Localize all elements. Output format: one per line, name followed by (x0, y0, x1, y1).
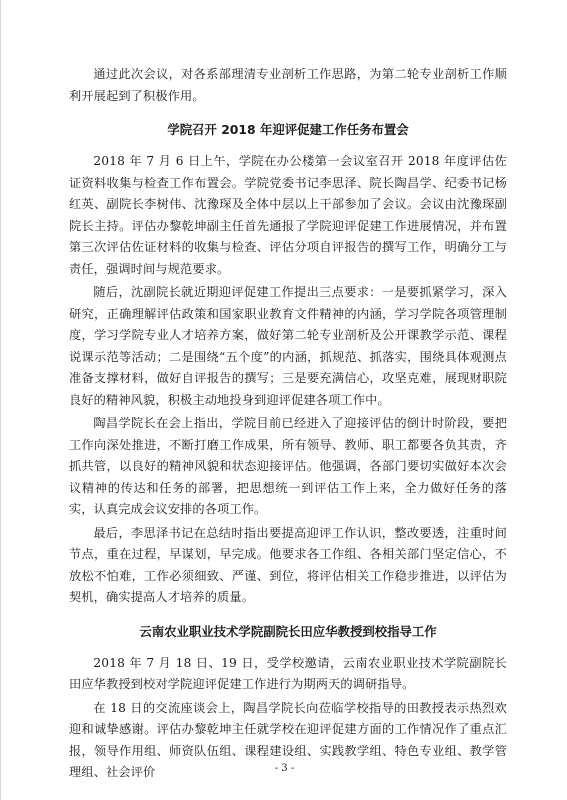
paragraph-president-remarks: 陶昌学院长在会上指出，学院目前已经进入了迎接评估的倒计时阶段，要把工作向深处推进，不断打磨工作成果，所有领导、教师、职工都要各负其责，齐抓共管，以良好的精神风貌和状态迎接评估。他强调，各部门要切实做好本次会议精神的传达和任务的部署，把思想统一到评估工作上来，全力做好任务的落实，认真完成会议安排的各项工作。 (69, 416, 507, 516)
paragraph-three-requirements: 随后，沈副院长就近期迎评促建工作提出三点要求：一是要抓紧学习，深入研究，正确理解评估政策和国家职业教育文件精神的内涵，学习学院各项管理制度，学习学院专业人才培养方案，做好第二轮专业剖析及公开课教学示范、课程说课示范等活动；二是围绕“五个度”的内涵，抓规范、抓落实，围绕具体观测点准备支撑材料，做好自评报告的撰写；三是要充满信心，攻坚克难，展现财职院良好的精神风貌，积极主动地投身到迎评促建各项工作中。 (69, 285, 507, 407)
paragraph-meeting-overview: 2018 年 7 月 6 日上午，学院在办公楼第一会议室召开 2018 年度评估佐证资料收集与检查工作布置会。学院党委书记李思泽、院长陶昌学、纪委书记杨红英、副院长李树伟、沈豫琛及全体中层以上干部参加了会议。会议由沈豫琛副院长主持。评估办黎乾坤副主任首先通报了学院迎评促建工作进展情况，并布置第三次评估佐证材料的收集与检查、评估分项自评报告的撰写工作，明确分工与责任，强调时间与规范要求。 (69, 154, 507, 276)
paragraph-secretary-summary: 最后，李思泽书记在总结时指出要提高迎评工作认识，整改要透，注重时间节点，重在过程，早谋划，早完成。他要求各工作组、各相关部门坚定信心，不放松不怕难，工作必须细致、严谨、到位，将评估相关工作稳步推进，以评估为契机，确实提高人才培养的质量。 (69, 525, 507, 604)
page-number: - 3 - (274, 763, 295, 774)
section-heading-expert-visit: 云南农业职业技术学院副院长田应华教授到校指导工作 (139, 623, 437, 639)
paragraph-visit-intro: 2018 年 7 月 18 日、19 日，受学校邀请，云南农业职业技术学院副院长田应华教授到校对学院迎评促建工作进行为期两天的调研指导。 (69, 655, 507, 691)
page-content (69, 64, 507, 786)
paragraph-visit-meeting: 在 18 日的交流座谈会上，陶昌学院长向莅临学校指导的田教授表示热烈欢迎和诚挚感谢。评估办黎乾坤主任就学校在迎评促建方面的工作情况作了重点汇报，领导作用组、师资队伍组、课程建设组、实践教学组、特色专业组、教学管理组、社会评价 (69, 700, 507, 779)
paragraph-meeting-summary: 通过此次会议，对各系部理清专业剖析工作思路，为第二轮专业剖析工作顺利开展起到了积极作用。 (69, 67, 507, 103)
section-heading-assessment-meeting: 学院召开 2018 年迎评促建工作任务布置会 (167, 122, 409, 137)
